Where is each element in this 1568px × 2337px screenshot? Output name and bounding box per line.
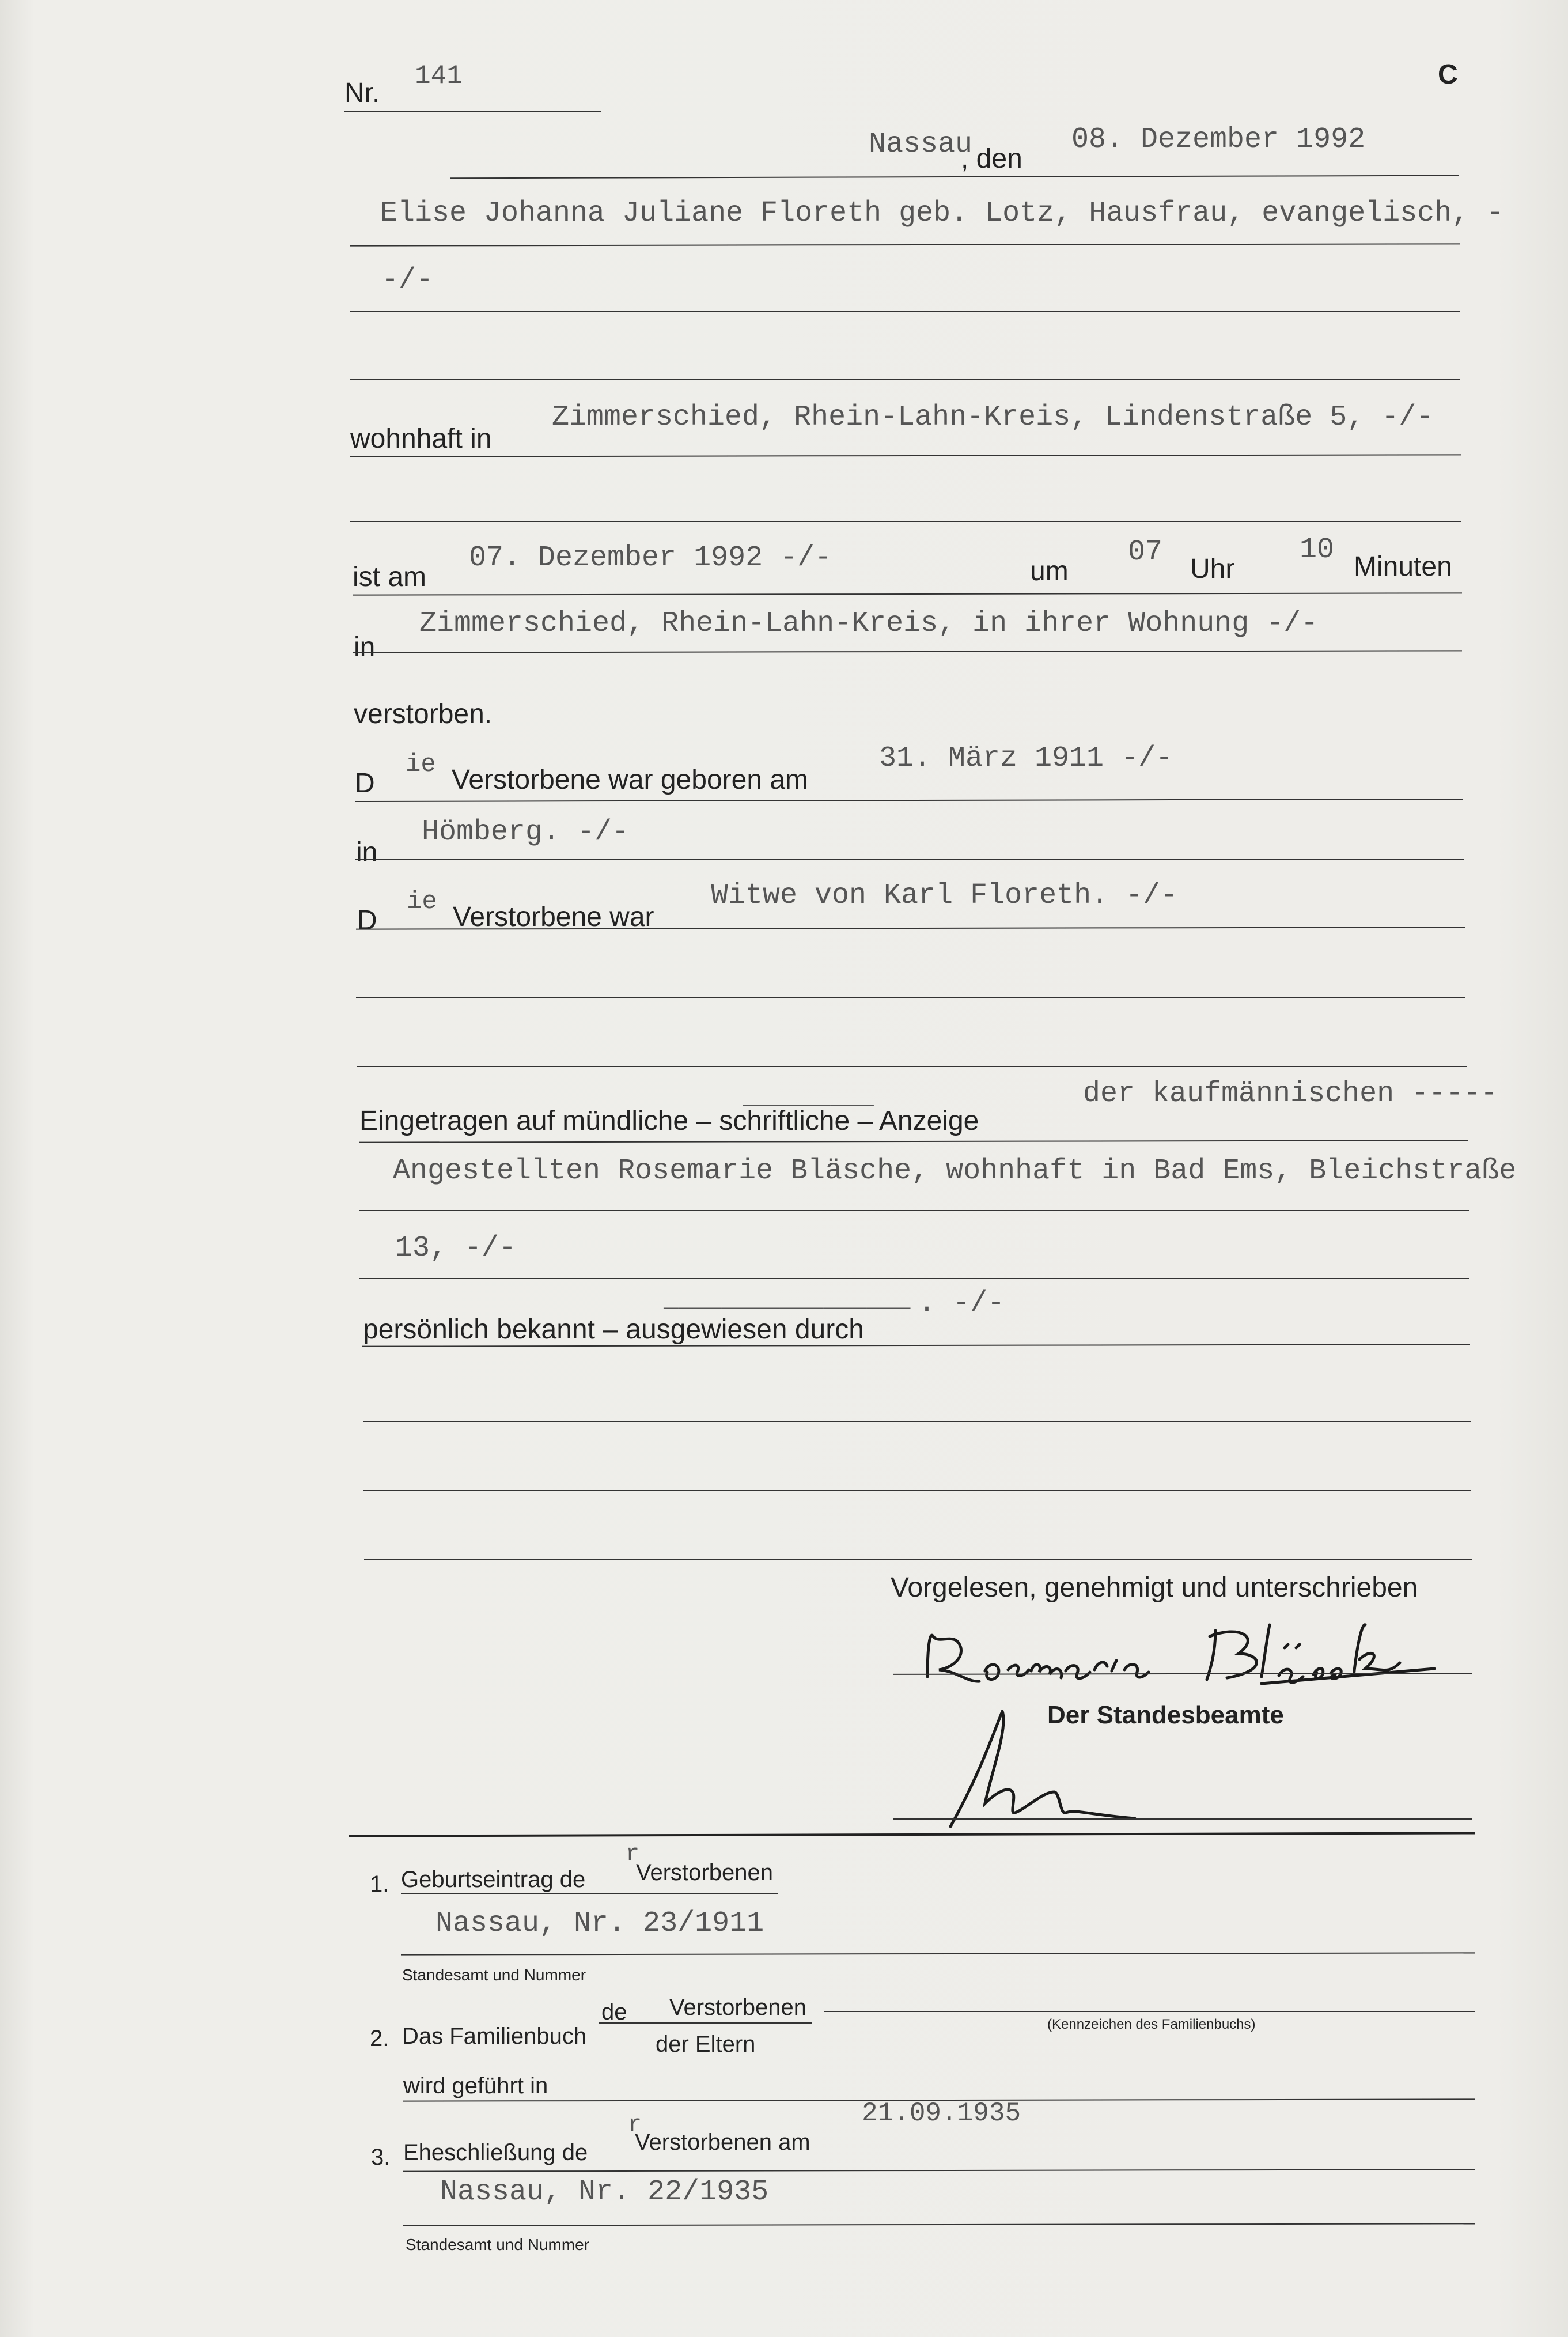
birth-suffix: ie [406, 750, 436, 779]
blank-line-2 [363, 1490, 1471, 1491]
deceased-name: Elise Johanna Juliane Floreth geb. Lotz, Hausfrau, evangelisch, - [380, 197, 1504, 230]
note1-label: Geburtseintrag de [401, 1867, 586, 1892]
note1-underline [401, 1893, 778, 1894]
note2-de: de [601, 1999, 627, 2025]
blank-line-3 [364, 1559, 1472, 1560]
report-underline-2 [359, 1210, 1469, 1211]
known-label: persönlich bekannt – ausgewiesen durch [363, 1314, 864, 1345]
death-minutes: 10 [1300, 534, 1335, 566]
birth-underline [355, 799, 1463, 802]
known-strike: _________________ [664, 1286, 911, 1314]
birth-place: Hömberg. -/- [422, 816, 630, 849]
note3-date: 21.09.1935 [862, 2098, 1021, 2128]
confirm-label: Vorgelesen, genehmigt und unterschrieben [891, 1572, 1418, 1603]
death-place: Zimmerschied, Rhein-Lahn-Kreis, in ihrer Wohnung -/- [419, 607, 1319, 640]
note2-option-divider [599, 2022, 812, 2024]
birth-place-underline [355, 859, 1464, 860]
note1-sup: r [626, 1841, 640, 1867]
corner-letter: C [1438, 59, 1458, 90]
note1-number: 1. [370, 1871, 389, 1897]
note3-value-underline [403, 2223, 1475, 2226]
blank-line-1 [363, 1421, 1471, 1422]
official-label: Der Standesbeamte [1047, 1701, 1284, 1729]
nr-label: Nr. [344, 78, 380, 108]
note3-value: Nassau, Nr. 22/1935 [440, 2176, 769, 2209]
birth-label: Verstorbene war geboren am [452, 765, 809, 795]
note3-underline [403, 2169, 1475, 2172]
name-underline [350, 243, 1460, 246]
address-underline-2 [350, 521, 1461, 522]
wohnhaft-label: wohnhaft in [350, 423, 492, 454]
death-hour: 07 [1128, 536, 1163, 569]
note2-caption: (Kennzeichen des Familienbuchs) [1047, 2017, 1256, 2032]
birth-date: 31. März 1911 -/- [879, 742, 1173, 775]
address-value: Zimmerschied, Rhein-Lahn-Kreis, Lindenstraße 5, -/- [552, 401, 1434, 434]
footer-divider [349, 1832, 1475, 1837]
marital-underline-2 [356, 997, 1465, 998]
note1-value-underline [401, 1952, 1475, 1955]
marital-label: Verstorbene war [453, 902, 654, 932]
note2-label2: wird geführt in [403, 2073, 548, 2098]
date-underline [450, 175, 1459, 179]
note1-label2: Verstorbenen [636, 1860, 773, 1885]
minuten-label: Minuten [1354, 551, 1452, 582]
note2-option-parents: der Eltern [656, 2032, 756, 2057]
known-tail: . -/- [918, 1287, 1005, 1320]
name-underline-2 [350, 311, 1460, 312]
name-line2: -/- [381, 264, 434, 297]
verstorben-label: verstorben. [354, 699, 493, 729]
informant-signature [916, 1613, 1434, 1694]
note3-caption: Standesamt und Nummer [406, 2236, 590, 2253]
marital-value: Witwe von Karl Floreth. -/- [711, 879, 1178, 912]
report-label: Eingetragen auf mündliche – schriftliche – Anzeige [359, 1106, 979, 1136]
birth-d-label: D [355, 768, 375, 799]
report-text-2: Angestellten Rosemarie Bläsche, wohnhaft in Bad Ems, Bleichstraße [393, 1155, 1517, 1188]
place-value: Nassau [869, 128, 973, 161]
birth-in-label: in [356, 837, 378, 868]
official-signature [945, 1706, 1152, 1832]
death-place-underline [353, 650, 1462, 653]
uhr-label: Uhr [1190, 554, 1235, 584]
note3-sup: r [628, 2112, 642, 2138]
signature-line-2 [893, 1818, 1472, 1820]
death-in-label: in [354, 632, 376, 663]
den-label: , den [961, 143, 1022, 174]
report-strike-mark: _________ [743, 1083, 874, 1111]
note1-value: Nassau, Nr. 23/1911 [435, 1907, 764, 1940]
note3-label2: Verstorbenen am [635, 2130, 810, 2155]
death-date: 07. Dezember 1992 -/- [469, 542, 832, 574]
marital-suffix: ie [407, 887, 437, 916]
report-text-1: der kaufmännischen ----- [1083, 1077, 1498, 1110]
report-underline [359, 1140, 1468, 1143]
report-underline-3 [359, 1278, 1469, 1279]
nr-value: 141 [415, 61, 463, 91]
nr-underline [344, 111, 601, 112]
note2-book-underline [824, 2011, 1475, 2012]
note2-label: Das Familienbuch [402, 2024, 587, 2049]
note2-number: 2. [370, 2026, 389, 2051]
date-value: 08. Dezember 1992 [1071, 123, 1366, 156]
note1-caption: Standesamt und Nummer [402, 1966, 586, 1984]
report-text-3: 13, -/- [395, 1232, 517, 1265]
note2-option-deceased: Verstorbenen [669, 1995, 806, 2020]
marital-d-label: D [357, 905, 377, 936]
address-underline [350, 454, 1461, 457]
ist-am-label: ist am [353, 562, 427, 592]
death-date-underline [353, 592, 1462, 595]
name-underline-3 [350, 379, 1460, 380]
marital-underline-3 [357, 1066, 1467, 1067]
note3-label: Eheschließung de [403, 2140, 588, 2165]
um-label: um [1030, 556, 1069, 587]
note3-number: 3. [371, 2145, 391, 2170]
